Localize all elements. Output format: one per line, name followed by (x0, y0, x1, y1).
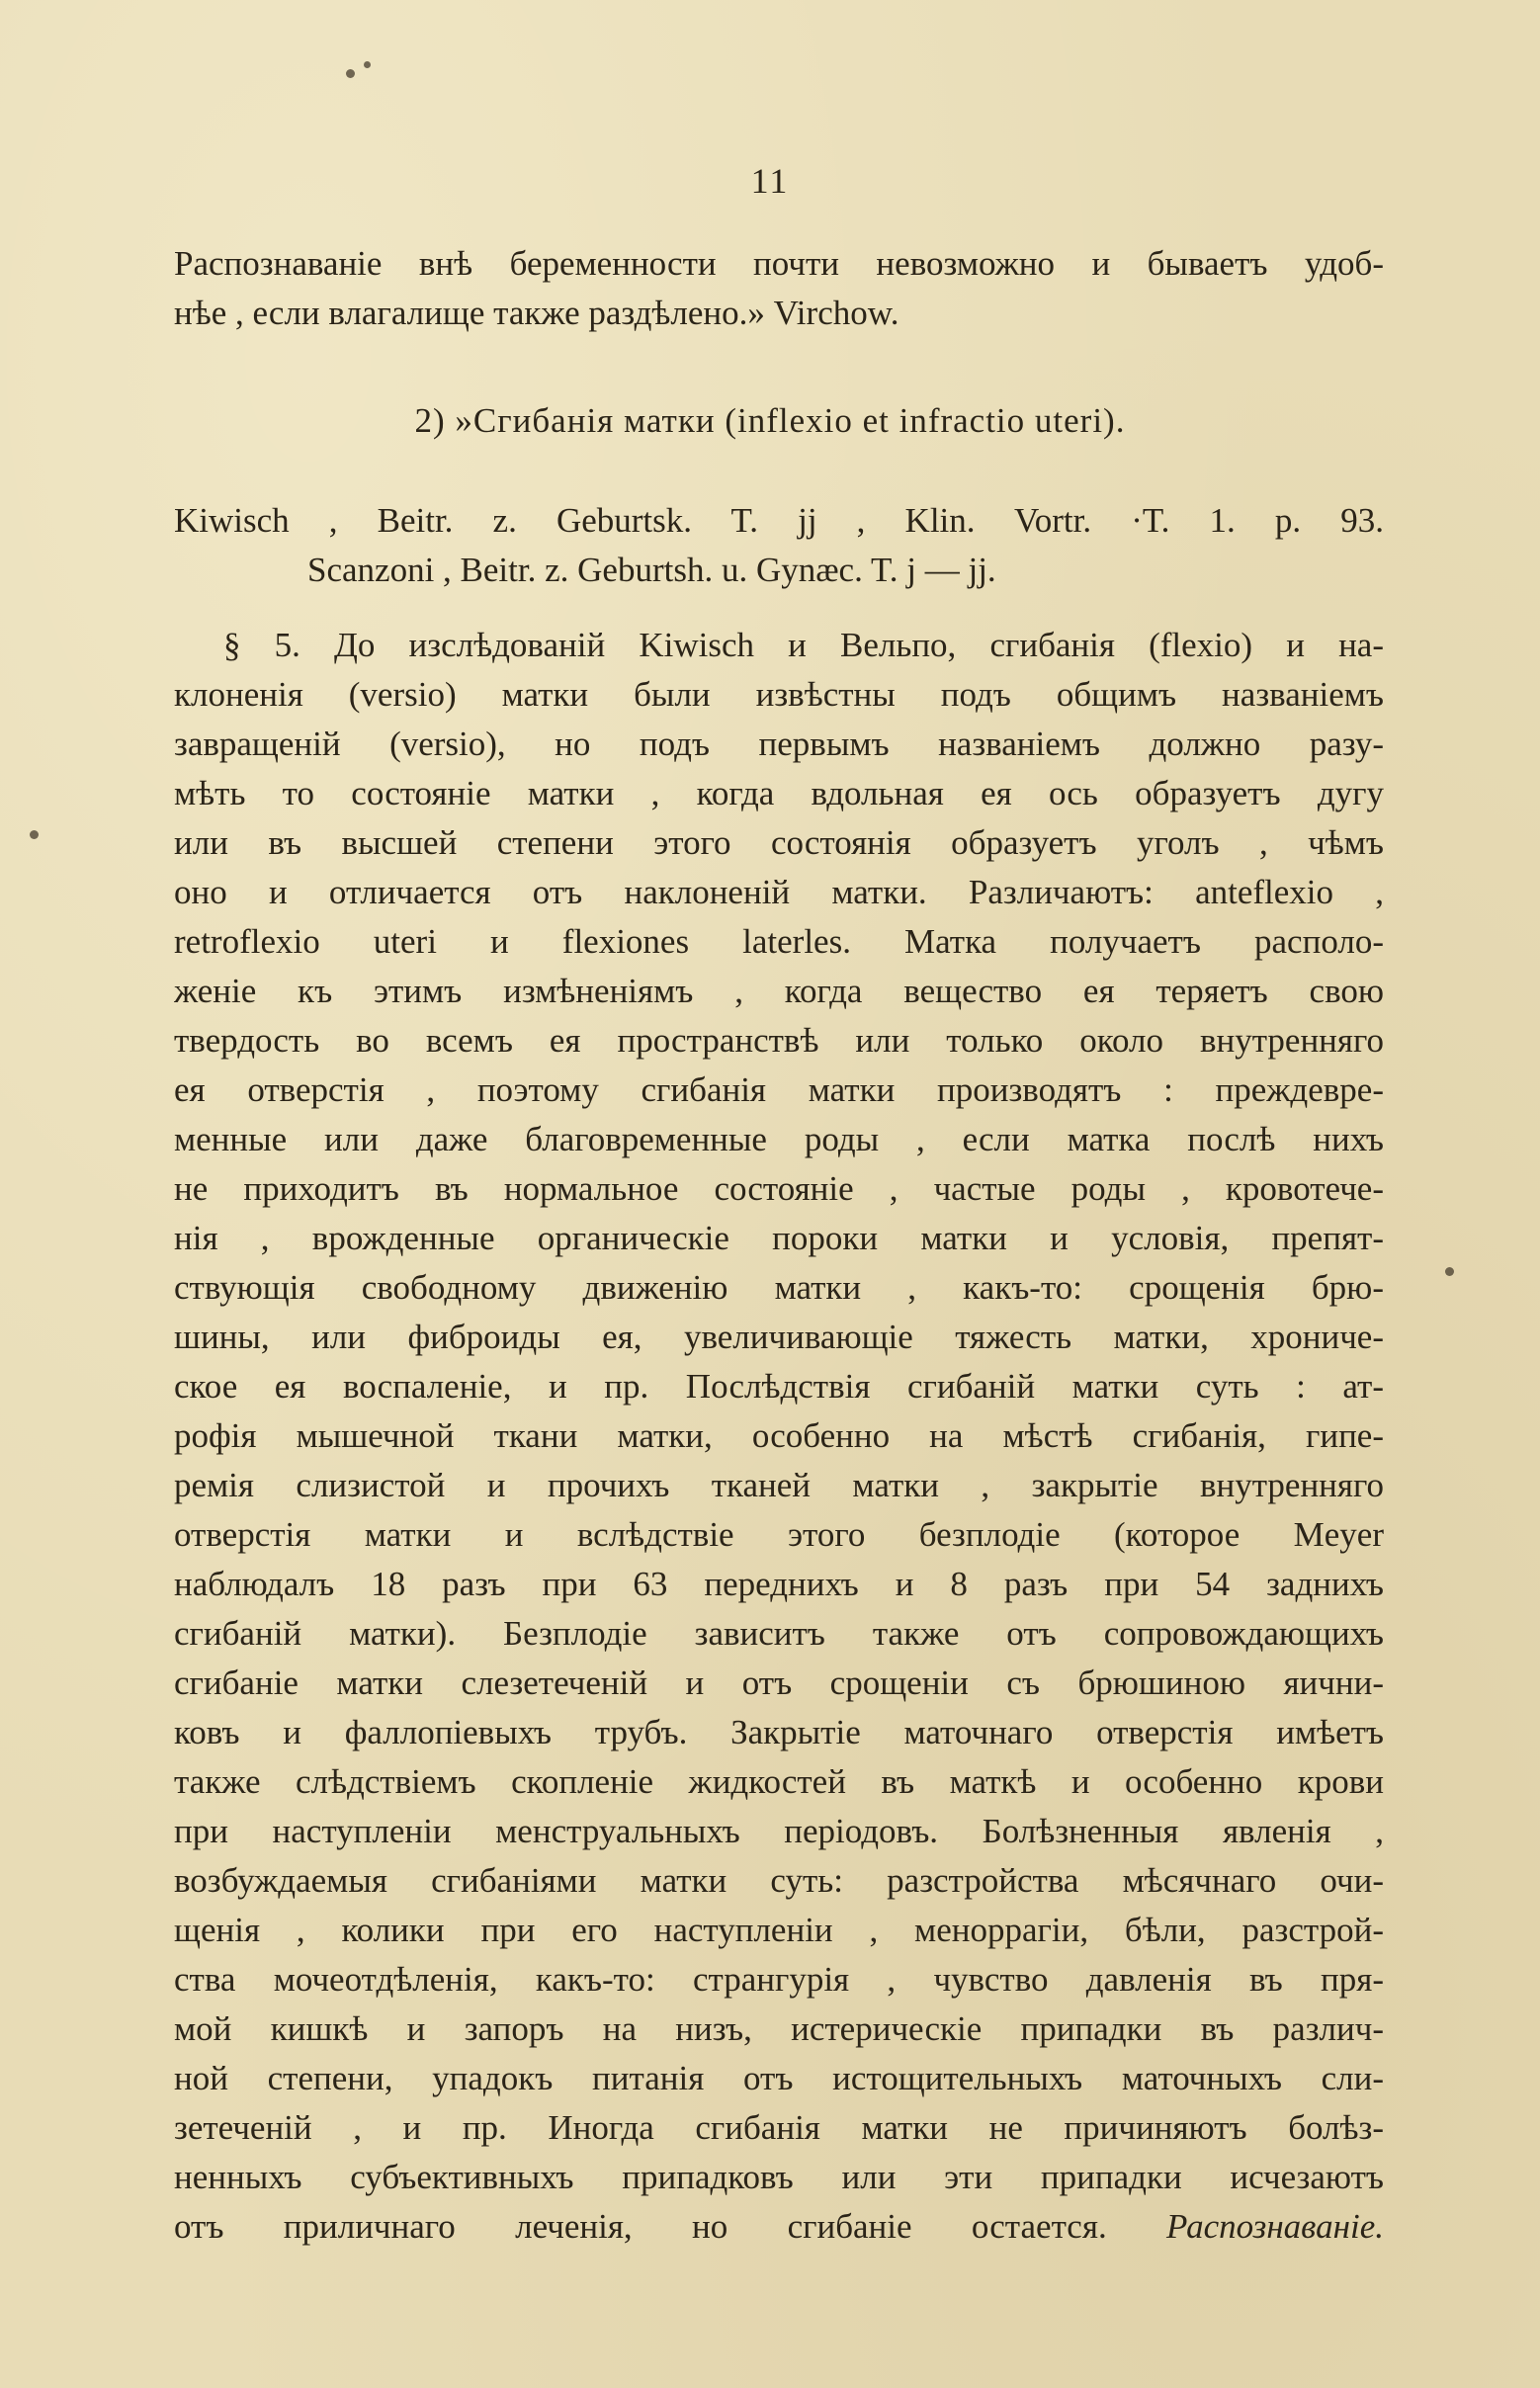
text-line-start: отъ приличнаго леченія, но сгибаніе остается. (174, 2207, 1107, 2246)
ink-speck (364, 61, 371, 68)
text-line: ковъ и фаллопіевыхъ трубъ. Закрытіе маточнаго отверстія имѣетъ (174, 1713, 1384, 1751)
italic-term: Распознаваніе. (1166, 2207, 1384, 2246)
text-line: мѣть то состояніе матки , когда вдольная ея ось образуетъ дугу (174, 774, 1384, 812)
text-line: сгибаніе матки слезетеченій и отъ срощеніи съ брюшиною яични- (174, 1663, 1384, 1702)
text-line: при наступленіи менструальныхъ періодовъ. Болѣзненныя явленія , (174, 1812, 1384, 1850)
text-line: ненныхъ субъективныхъ припадковъ или эти припадки исчезаютъ (174, 2158, 1384, 2196)
text-line: клоненія (versio) матки были извѣстны подъ общимъ названіемъ (174, 675, 1384, 714)
text-line: возбуждаемыя сгибаніями матки суть: разстройства мѣсячнаго очи- (174, 1861, 1384, 1900)
section-heading: 2) »Сгибанія матки (inflexio et infractio uteri). (414, 401, 1126, 440)
text-line: также слѣдствіемъ скопленіе жидкостей въ маткѣ и особенно крови (174, 1762, 1384, 1801)
text-line: мой кишкѣ и запоръ на низъ, истерическіе припадки въ различ- (174, 2009, 1384, 2048)
text-line: наблюдалъ 18 разъ при 63 переднихъ и 8 разъ при 54 заднихъ (174, 1565, 1384, 1603)
intro-paragraph (174, 239, 1384, 338)
text-line: Распознаваніе внѣ беременности почти невозможно и бываетъ удоб- (174, 244, 1384, 283)
text-line: рофія мышечной ткани матки, особенно на мѣстѣ сгибанія, гипе- (174, 1416, 1384, 1455)
text-line: ское ея воспаленіе, и пр. Послѣдствія сгибаній матки суть : ат- (174, 1367, 1384, 1406)
text-line: женіе къ этимъ измѣненіямъ , когда вещество ея теряетъ свою (174, 972, 1384, 1010)
text-line: сгибаній матки). Безплодіе зависитъ также отъ сопровождающихъ (174, 1614, 1384, 1653)
page-number: 11 (750, 161, 790, 201)
body-paragraph (174, 621, 1384, 2252)
text-line: нѣе , если влагалище также раздѣлено.» Virchow. (174, 294, 899, 332)
text-line: не приходитъ въ нормальное состояніе , частые роды , кровотече- (174, 1169, 1384, 1208)
reference-line: Kiwisch , Beitr. z. Geburtsk. T. jj , Klin. Vortr. ·T. 1. p. 93. (174, 501, 1384, 540)
text-line: твердость во всемъ ея пространствѣ или только около внутренняго (174, 1021, 1384, 1060)
text-line: оно и отличается отъ наклоненій матки. Различаютъ: anteflexio , (174, 873, 1384, 911)
text-line: ея отверстія , поэтому сгибанія матки производятъ : преждевре- (174, 1070, 1384, 1109)
text-line: § 5. До изслѣдованій Kiwisch и Вельпо, сгибанія (flexio) и на- (223, 626, 1384, 664)
text-line: ной степени, упадокъ питанія отъ истощительныхъ маточныхъ сли- (174, 2059, 1384, 2097)
text-line: зетеченій , и пр. Иногда сгибанія матки не причиняютъ болѣз- (174, 2108, 1384, 2147)
references (174, 496, 1384, 595)
text-line: retroflexio uteri и flexiones laterles. Матка получаетъ располо- (174, 922, 1384, 961)
text-line: нія , врожденные органическіе пороки матки и условія, препят- (174, 1219, 1384, 1257)
text-line: шины, или фиброиды ея, увеличивающіе тяжесть матки, хрониче- (174, 1318, 1384, 1356)
ink-speck (1445, 1267, 1454, 1276)
text-line: ствующія свободному движенію матки , какъ-то: срощенія брю- (174, 1268, 1384, 1307)
text-line: завращеній (versio), но подъ первымъ названіемъ должно разу- (174, 725, 1384, 763)
text-line: отверстія матки и вслѣдствіе этого безплодіе (которое Meyer (174, 1515, 1384, 1554)
ink-speck (30, 830, 39, 839)
text-line: менные или даже благовременные роды , если матка послѣ нихъ (174, 1120, 1384, 1158)
reference-line: Scanzoni , Beitr. z. Geburtsh. u. Gynæc. T. j — jj. (307, 551, 996, 589)
text-line: ремія слизистой и прочихъ тканей матки , закрытіе внутренняго (174, 1466, 1384, 1504)
ink-speck (346, 69, 355, 78)
text-line: или въ высшей степени этого состоянія образуетъ уголъ , чѣмъ (174, 823, 1384, 862)
text-line: щенія , колики при его наступленіи , меноррагіи, бѣли, разстрой- (174, 1911, 1384, 1949)
text-line-final (174, 2202, 1384, 2252)
text-line: ства мочеотдѣленія, какъ-то: странгурія , чувство давленія въ пря- (174, 1960, 1384, 1999)
